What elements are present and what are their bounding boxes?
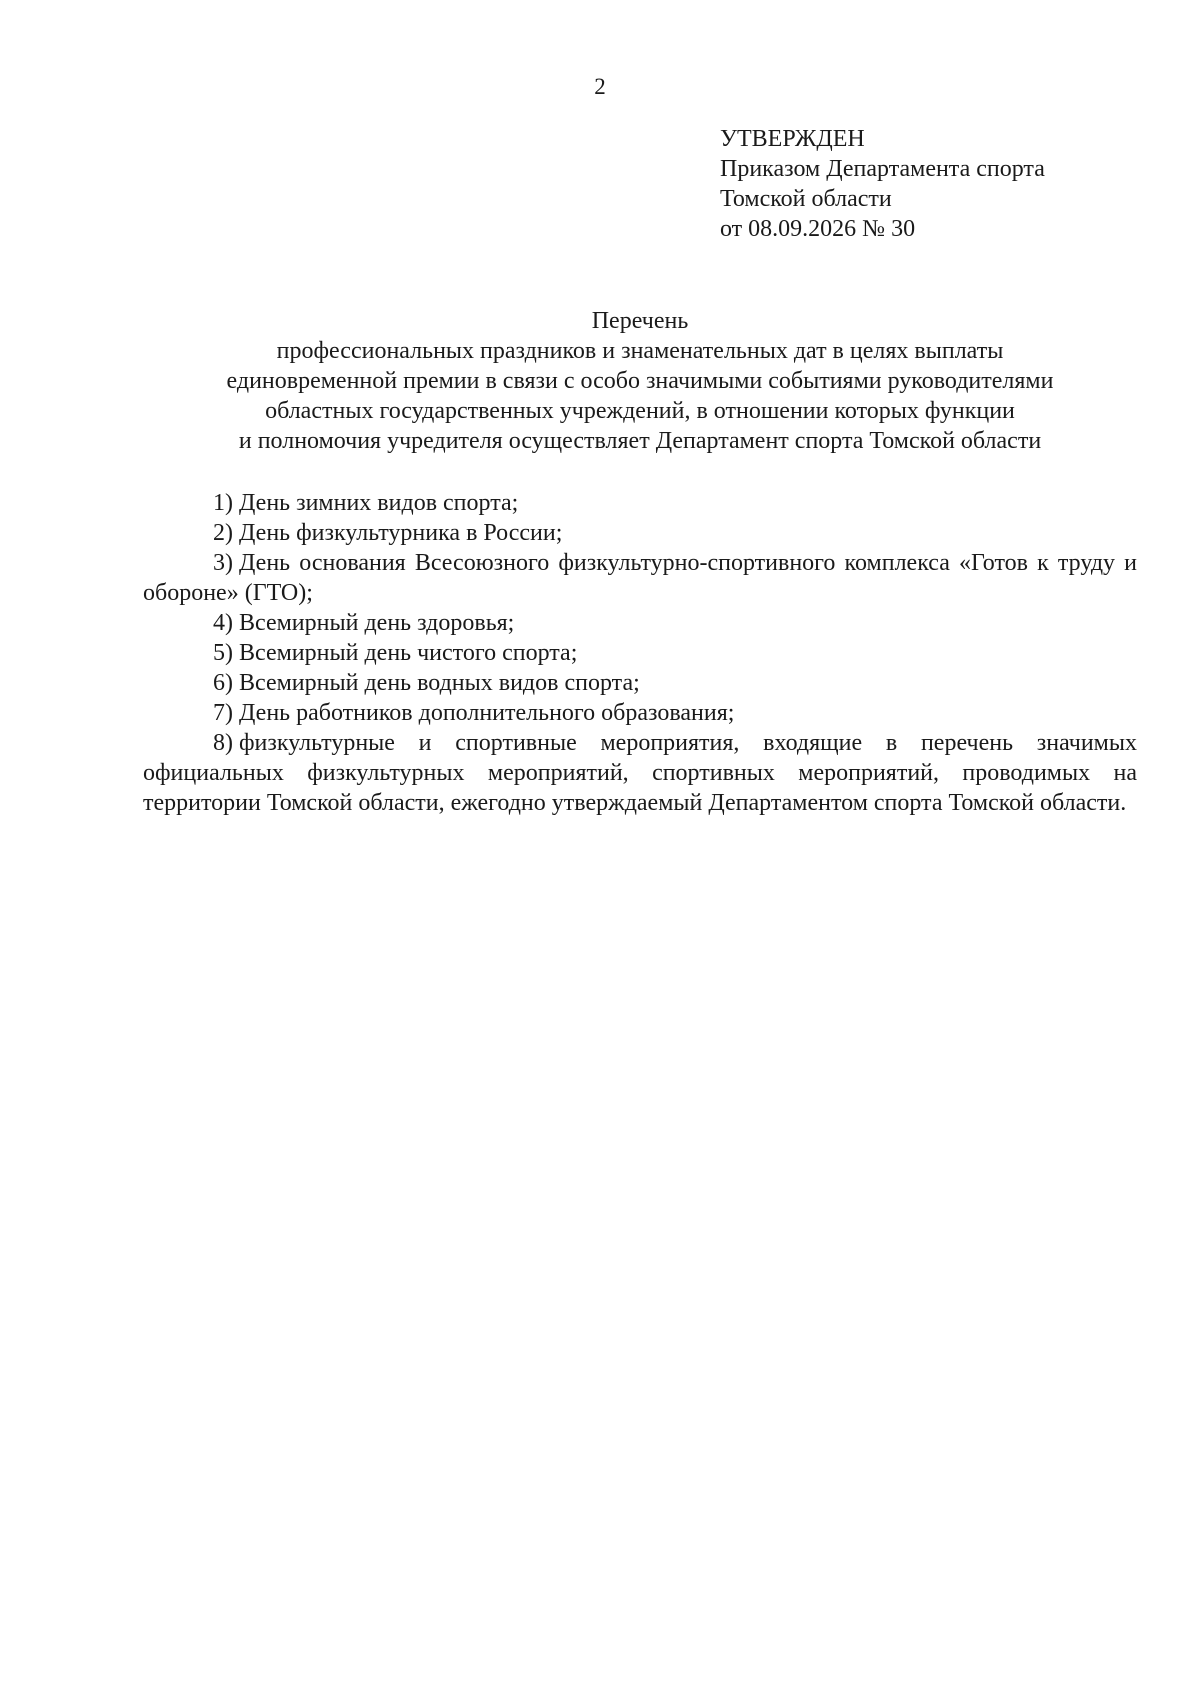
list-item [143,668,1137,698]
list-item [143,698,1137,728]
list-item-number: 2) [213,520,233,546]
list-item-text: Всемирный день чистого спорта; [239,640,578,666]
page-number: 2 [594,74,606,99]
approval-heading: УТВЕРЖДЕН [720,126,865,152]
title-line: профессиональных праздников и знаменательных дат в целях выплаты [276,338,1004,364]
list-item-number: 8) [213,730,233,756]
title-line: областных государственных учреждений, в отношении которых функции [265,398,1015,424]
list-item [143,518,1137,548]
list-item-number: 5) [213,640,233,666]
holidays-list [143,488,1137,818]
list-item [143,548,1137,608]
list-item-number: 6) [213,670,233,696]
list-item-number: 3) [213,550,233,576]
list-item-text: День зимних видов спорта; [239,490,519,516]
list-item-number: 1) [213,490,233,516]
approval-date-line: от 08.09.2026 № 30 [720,216,916,242]
list-item-number: 4) [213,610,233,636]
title-heading: Перечень [591,308,689,334]
list-item [143,608,1137,638]
list-item [143,488,1137,518]
list-item-text: День работников дополнительного образования; [239,700,735,726]
list-item-text: физкультурные и спортивные мероприятия, входящие в перечень значимых официальных физкультурных мероприятий, спортивных мероприятий, проводимых на территории Томской области, ежегодно утверждаемый Департаментом спорта Томской области. [143,730,1137,816]
title-line: единовременной премии в связи с особо значимыми событиями руководителями [226,368,1054,394]
list-item [143,728,1137,818]
title-line: и полномочия учредителя осуществляет Департамент спорта Томской области [238,428,1042,454]
approval-stamp-block [720,124,1160,244]
approval-order-line: Приказом Департамента спорта [720,156,1045,182]
document-title [140,306,1140,456]
list-item-number: 7) [213,700,233,726]
list-item-text: Всемирный день водных видов спорта; [239,670,640,696]
list-item [143,638,1137,668]
approval-region-line: Томской области [720,186,892,212]
list-item-text: Всемирный день здоровья; [239,610,515,636]
list-item-text: День основания Всесоюзного физкультурно-спортивного комплекса «Готов к труду и обороне» (ГТО); [143,550,1137,606]
list-item-text: День физкультурника в России; [239,520,563,546]
